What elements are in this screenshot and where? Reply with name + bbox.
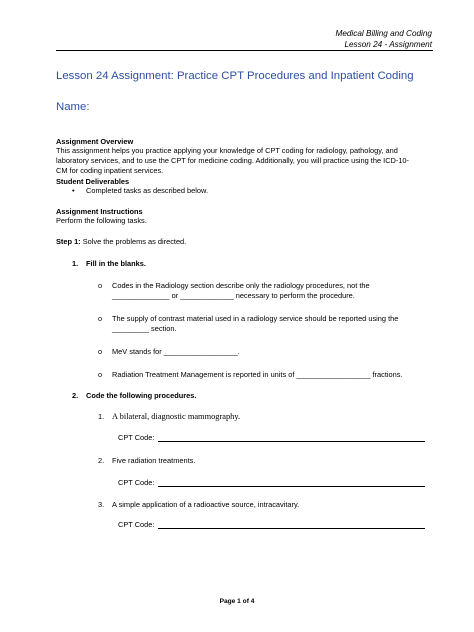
overview-line: This assignment helps you practice applying your knowledge of CPT coding for radiology, pathology, and [56,146,398,155]
blank-item-line: ______________ or _____________ necessary to perform the procedure. [112,291,355,301]
cpt-code-field[interactable] [158,433,425,442]
circle-bullet-icon: o [98,314,103,323]
instructions-text: Perform the following tasks. [56,216,147,225]
blank-item [98,347,438,357]
blank-item-line: Radiation Treatment Management is reported in units of __________________ fractions. [112,370,403,379]
cpt-code-field[interactable] [158,520,425,529]
overview-line: laboratory services, and to use the CPT for medicine coding. Additionally, you will practice using the ICD-10- [56,156,410,166]
header-lesson: Lesson 24 - Assignment [344,40,432,49]
question-text: A bilateral, diagnostic mammography. [112,412,241,421]
question-text: Five radiation treatments. [112,456,196,465]
running-header [336,28,433,50]
name-label: Name: [56,101,90,113]
section1-number: 1. [72,259,79,268]
page-number: Page 1 of 4 [219,598,255,605]
cpt-code-row [118,478,425,487]
procedure-question [98,412,240,421]
overview-text [56,146,436,177]
blank-item [98,314,438,334]
step1 [56,237,436,247]
blank-item [98,281,438,301]
question-text: A simple application of a radioactive source, intracavitary. [112,500,300,509]
step1-text: Solve the problems as directed. [80,237,187,246]
deliverables-item [72,186,208,195]
deliverables-text: Completed tasks as described below. [86,186,209,195]
question-number: 2. [98,456,105,465]
circle-bullet-icon: o [98,281,103,290]
cpt-code-label: CPT Code: [118,520,155,529]
instructions-heading: Assignment Instructions [56,207,143,216]
bullet-icon: • [72,186,75,195]
cpt-code-row [118,520,425,529]
section1-title: Fill in the blanks. [86,259,146,268]
procedure-question [98,456,195,465]
page-title: Lesson 24 Assignment: Practice CPT Procedures and Inpatient Coding [56,70,414,82]
circle-bullet-icon: o [98,347,103,356]
overview-heading: Assignment Overview [56,137,134,146]
cpt-code-label: CPT Code: [118,478,155,487]
header-rule [56,50,433,51]
question-number: 3. [98,500,105,509]
blank-item [98,370,438,380]
blank-item-line: _________ section. [112,324,177,334]
question-number: 1. [98,412,105,421]
blank-item-line: The supply of contrast material used in a radiology service should be reported using the [112,314,399,323]
blank-item-line: MeV stands for __________________. [112,347,240,356]
overview-line: CM for coding inpatient services. [56,166,164,176]
cpt-code-field[interactable] [158,478,425,487]
procedure-question [98,500,299,509]
header-course: Medical Billing and Coding [335,29,432,38]
cpt-code-row [118,433,425,442]
cpt-code-label: CPT Code: [118,433,155,442]
deliverables-heading: Student Deliverables [56,177,130,186]
section2-title: Code the following procedures. [86,391,197,400]
circle-bullet-icon: o [98,370,103,379]
blank-item-line: Codes in the Radiology section describe only the radiology procedures, not the [112,281,370,290]
step1-label: Step 1: [56,237,81,246]
section2-heading [72,391,196,400]
section2-number: 2. [72,391,79,400]
section1-heading [72,259,146,268]
